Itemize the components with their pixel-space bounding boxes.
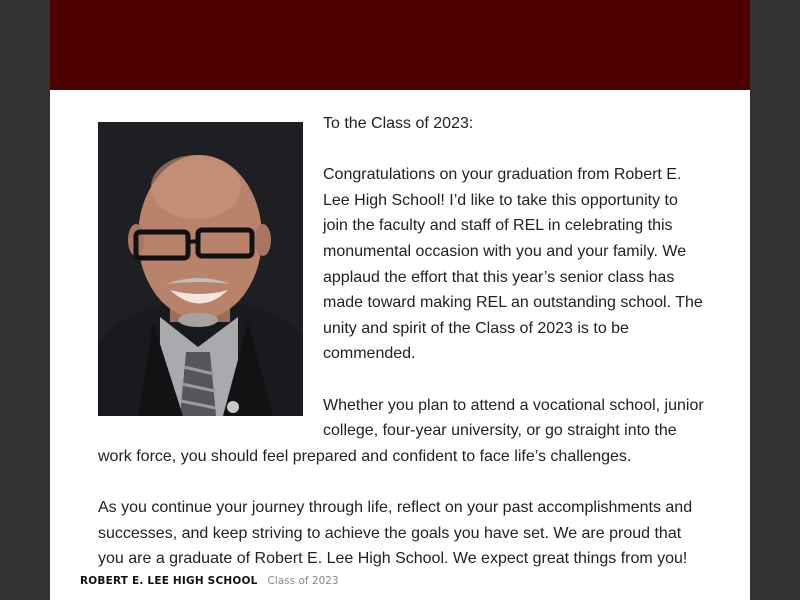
page xyxy=(50,0,750,600)
paragraph-congratulations: Congratulations on your graduation from Robert E. Lee High School! I’d like to take this opportunity to join the faculty and staff of REL in celebrating this monumental occasion with you and your family. We applaud the effort that this year’s senior class has made toward making REL an outstanding school. The unity and spirit of the Class of 2023 is to be commended. xyxy=(323,166,703,363)
footer-class-label: Class of 2023 xyxy=(267,575,339,587)
footer-school-name: ROBERT E. LEE HIGH SCHOOL xyxy=(80,575,258,587)
header-band xyxy=(50,0,750,90)
salutation: To the Class of 2023: xyxy=(323,115,474,132)
paragraph-future-plans: Whether you plan to attend a vocational school, junior college, four-year university, or go straight into the work force, you should feel prepared and confident to face life’s challenges. xyxy=(98,396,704,465)
portrait-image xyxy=(98,122,303,416)
paragraph-closing: As you continue your journey through life, reflect on your past accomplishments and successes, and keep striving to achieve the goals you have set. We are proud that you are a graduate of Robert E. Lee High School. We expect great things from you! xyxy=(98,498,693,568)
principal-photo xyxy=(98,122,303,416)
letter-content xyxy=(98,111,706,597)
footer xyxy=(80,575,339,587)
